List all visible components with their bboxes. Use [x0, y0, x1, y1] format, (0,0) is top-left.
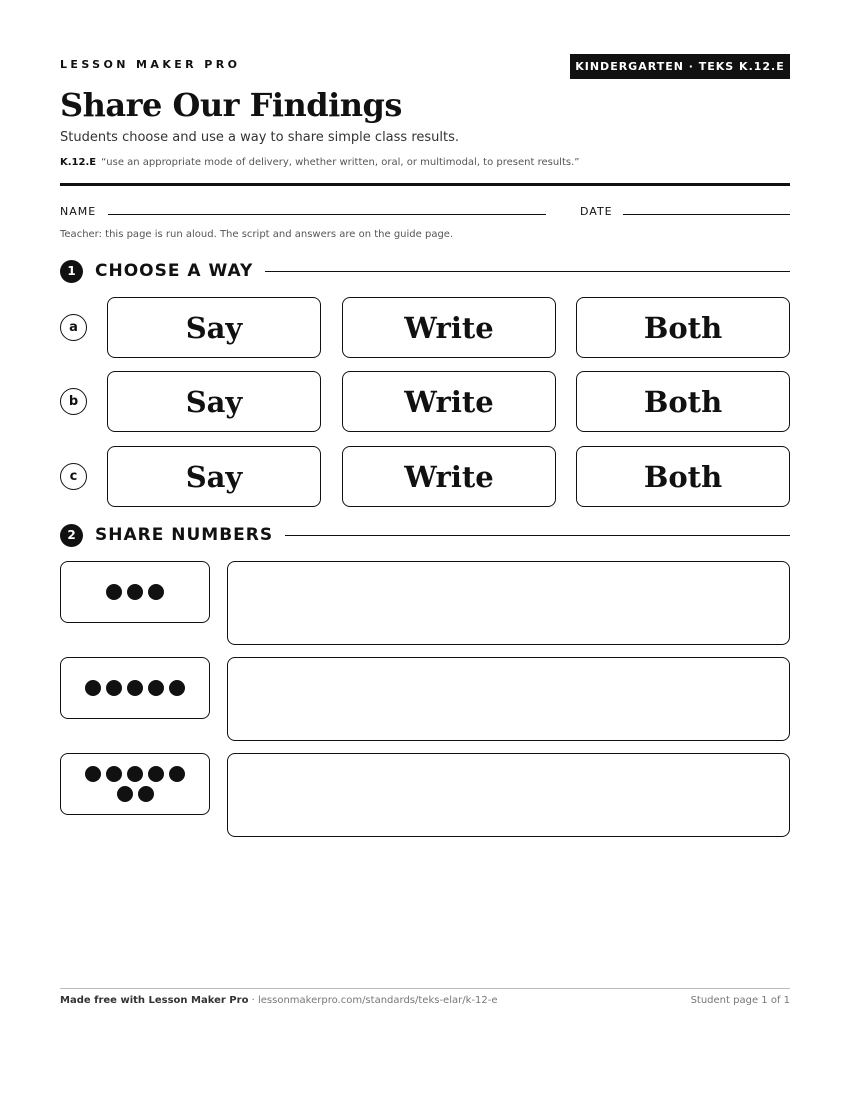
count-dot: [138, 786, 154, 802]
teacher-note: Teacher: this page is run aloud. The script and answers are on the guide page.: [60, 229, 454, 240]
dot-card: [60, 561, 210, 623]
section-2-title: SHARE NUMBERS: [95, 525, 274, 545]
footer-page-info: Student page 1 of 1: [690, 995, 790, 1006]
section-1-number: 1: [60, 260, 83, 283]
choice-c-write[interactable]: Write: [342, 446, 556, 507]
dot-row: [85, 766, 185, 782]
count-dot: [148, 680, 164, 696]
section-2-number: 2: [60, 524, 83, 547]
brand-name: LESSON MAKER PRO: [60, 58, 241, 71]
section-1-title: CHOOSE A WAY: [95, 261, 254, 281]
dot-row: [85, 680, 185, 696]
page-title: Share Our Findings: [60, 86, 402, 124]
row-letter-b: b: [60, 388, 87, 415]
choice-a-say[interactable]: Say: [107, 297, 321, 358]
dot-card: [60, 657, 210, 719]
count-dot: [169, 680, 185, 696]
count-dot: [85, 680, 101, 696]
section-1-rule: [265, 271, 790, 272]
count-dot: [106, 584, 122, 600]
choice-c-say[interactable]: Say: [107, 446, 321, 507]
answer-box-2[interactable]: [227, 657, 790, 741]
count-dot: [127, 584, 143, 600]
standard-text: “use an appropriate mode of delivery, whether written, oral, or multimodal, to present results.”: [101, 157, 580, 168]
row-letter-a: a: [60, 314, 87, 341]
footer-credit: [60, 995, 497, 1006]
count-dot: [106, 680, 122, 696]
header-divider: [60, 183, 790, 186]
choice-b-write[interactable]: Write: [342, 371, 556, 432]
count-dot: [117, 786, 133, 802]
name-field[interactable]: [108, 214, 546, 215]
answer-box-3[interactable]: [227, 753, 790, 837]
answer-box-1[interactable]: [227, 561, 790, 645]
choice-a-write[interactable]: Write: [342, 297, 556, 358]
standard-line: [60, 157, 579, 168]
name-label: NAME: [60, 205, 97, 218]
dot-row: [106, 584, 164, 600]
choice-a-both[interactable]: Both: [576, 297, 790, 358]
section-1-header: [60, 259, 790, 283]
date-label: DATE: [580, 205, 613, 218]
section-2-header: [60, 523, 790, 547]
footer-link[interactable]: · lessonmakerpro.com/standards/teks-elar/k-12-e: [248, 995, 498, 1006]
date-field[interactable]: [623, 214, 790, 215]
grade-badge: KINDERGARTEN · TEKS K.12.E: [570, 54, 790, 79]
count-dot: [127, 680, 143, 696]
footer-made-with: Made free with Lesson Maker Pro: [60, 995, 249, 1006]
section-2-rule: [285, 535, 790, 536]
row-letter-c: c: [60, 463, 87, 490]
choice-c-both[interactable]: Both: [576, 446, 790, 507]
count-dot: [127, 766, 143, 782]
footer-divider: [60, 988, 790, 989]
count-dot: [148, 766, 164, 782]
count-dot: [106, 766, 122, 782]
choice-b-both[interactable]: Both: [576, 371, 790, 432]
dot-card: [60, 753, 210, 815]
dot-row: [117, 786, 154, 802]
count-dot: [169, 766, 185, 782]
standard-code: K.12.E: [60, 157, 97, 168]
choice-b-say[interactable]: Say: [107, 371, 321, 432]
count-dot: [148, 584, 164, 600]
page-subtitle: Students choose and use a way to share simple class results.: [60, 130, 460, 145]
count-dot: [85, 766, 101, 782]
